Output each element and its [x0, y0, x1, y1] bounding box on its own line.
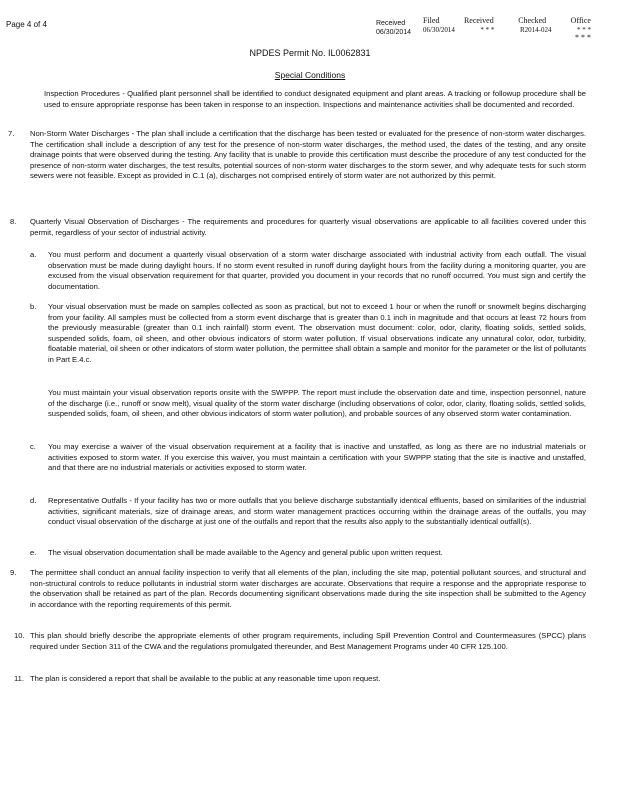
- stamp-mark-1: * * *: [480, 26, 495, 34]
- item-number: e.: [30, 548, 37, 557]
- document-subtitle: Special Conditions: [274, 70, 346, 80]
- stamp-docket: R2014-024: [519, 26, 552, 34]
- list-item: The permittee shall conduct an annual facility inspection to verify that all elements of the plan, including the site map, potential pollutant sources, and structural and non-structural controls to reduce pollutants in industrial storm water discharges are accurate. Observations that require a response and the appropriate response to the observation shall be retained as part of the plan. Records documenting significant observations made during the site inspection shall be submitted to the Agency in accordance with the reporting requirements of this permit.: [30, 568, 586, 609]
- item-number: 10.: [14, 631, 25, 640]
- stamp-col-received: Received: [463, 16, 494, 25]
- list-item: Inspection Procedures - Qualified plant personnel shall be identified to conduct designated equipment and plant areas. A tracking or followup procedure shall be used to ensure appropriate response has been taken in response to an inspection. Inspections and maintenance activities shall be documented and recorded.: [44, 89, 586, 109]
- list-item: Representative Outfalls - If your facility has two or more outfalls that you believe discharge substantially identical effluents, based on similarities of the industrial activities, significant materials, size of drainage areas, and storm water management practices occurring within the drainage areas of the outfalls, you may conduct visual observation of the discharge at just one of the outfalls and report that the results also apply to the substantially identical outfall(s).: [48, 496, 586, 527]
- stamp-header-row: [423, 16, 591, 25]
- received-label: Received: [376, 20, 406, 27]
- item-number: a.: [30, 250, 37, 259]
- item-number: 8.: [10, 217, 17, 226]
- list-item: Quarterly Visual Observation of Discharges - The requirements and procedures for quarterly visual observations are applicable to all facilities covered under this permit, regardless of your sector of industrial activity.: [30, 217, 586, 237]
- item-number: b.: [30, 302, 37, 311]
- received-date: 06/30/2014: [376, 29, 412, 36]
- list-item: Non-Storm Water Discharges - The plan shall include a certification that the discharge has been tested or evaluated for the presence of non-storm water discharges. The certification shall include a description of any test for the presence of non-storm water discharges, the method used, the dates of the testing, and any onsite drainage points that were observed during the testing. Any facility that is unable to provide this certification must describe the procedure of any test conducted for the presence of non-storm water discharges, the test results, potential sources of non-storm water discharges to the storm sewer, and why adequate tests for such storm sewers were not feasible. Except as provided in C.1 (a), discharges not comprised entirely of storm water are not authorized by this permit.: [30, 129, 586, 181]
- item-number: 7.: [8, 129, 15, 138]
- item-number: c.: [30, 442, 36, 451]
- list-item: You may exercise a waiver of the visual observation requirement at a facility that is inactive and unstaffed, as long as there are no industrial materials or activities exposed to storm water. If you exercise this waiver, you must maintain a certification with your SWPPP stating that the site is inactive and unstaffed, and that there are no industrial materials or activities exposed to storm water.: [48, 442, 586, 473]
- list-item: You must maintain your visual observation reports onsite with the SWPPP. The report must include the observation date and time, inspection personnel, nature of the discharge (i.e., runoff or snow melt), visual quality of the storm water discharge (including observations of color, odor, clarity, floating solids, settled solids, suspended solids, foam, oil sheen, and other obvious indicators of storm water pollution), and probable sources of any observed storm water contamination.: [48, 388, 586, 419]
- page-number-label: Page 4 of 4: [6, 20, 47, 29]
- stamp-col-office: Office: [570, 16, 591, 25]
- received-stamp: [376, 19, 426, 37]
- list-item: Your visual observation must be made on samples collected as soon as practical, but not to exceed 1 hour or when the runoff or snowmelt begins discharging from your facility. All samples must be collected from a storm event discharge that is greater than 0.1 inch in magnitude and that occurs at least 72 hours from the previously measurable (greater than 0.1 inch rainfall) storm event. The observation must document: color, odor, clarity, floating solids, settled solids, suspended solids, foam, oil sheen, and other obvious indicators of storm water pollution. If visual observations indicate any unnatural color, odor, turbidity, floatable material, oil sheen or other indicators of storm water pollution, the permittee shall obtain a sample and monitor for the parameter or the list of pollutants in Part E.4.c.: [48, 302, 586, 364]
- stamp-col-checked: Checked: [518, 16, 547, 25]
- item-number: d.: [30, 496, 37, 505]
- stamp-mark-2: * * *: [576, 26, 591, 34]
- filing-stamp: [423, 16, 591, 43]
- list-item: The plan is considered a report that shall be available to the public at any reasonable time upon request.: [30, 674, 381, 683]
- item-number: 11.: [14, 674, 24, 683]
- list-item: This plan should briefly describe the appropriate elements of other program requirements, including Spill Prevention Control and Countermeasures (SPCC) plans required under Section 311 of the CWA and the regulations promulgated thereunder, and Best Management Programs under 40 CFR 125.100.: [30, 631, 586, 651]
- stamp-col-filed: Filed: [423, 16, 440, 25]
- stamp-mark-3: * * *: [575, 33, 591, 42]
- list-item: The visual observation documentation shall be made available to the Agency and general public upon written request.: [48, 548, 443, 557]
- stamp-date: 06/30/2014: [423, 26, 455, 34]
- list-item: You must perform and document a quarterly visual observation of a storm water discharge associated with industrial activity from each outfall. The visual observation must be made during daylight hours. If no storm event resulted in runoff during daylight hours from the facility during a monitoring quarter, you are excused from the visual observation requirement for that quarter, provided you document in your records that no runoff occurred. You must sign and certify the documentation.: [48, 250, 586, 291]
- document-title: NPDES Permit No. IL0062831: [249, 48, 371, 58]
- item-number: 9.: [10, 568, 17, 577]
- stamp-mark-row: [423, 33, 591, 42]
